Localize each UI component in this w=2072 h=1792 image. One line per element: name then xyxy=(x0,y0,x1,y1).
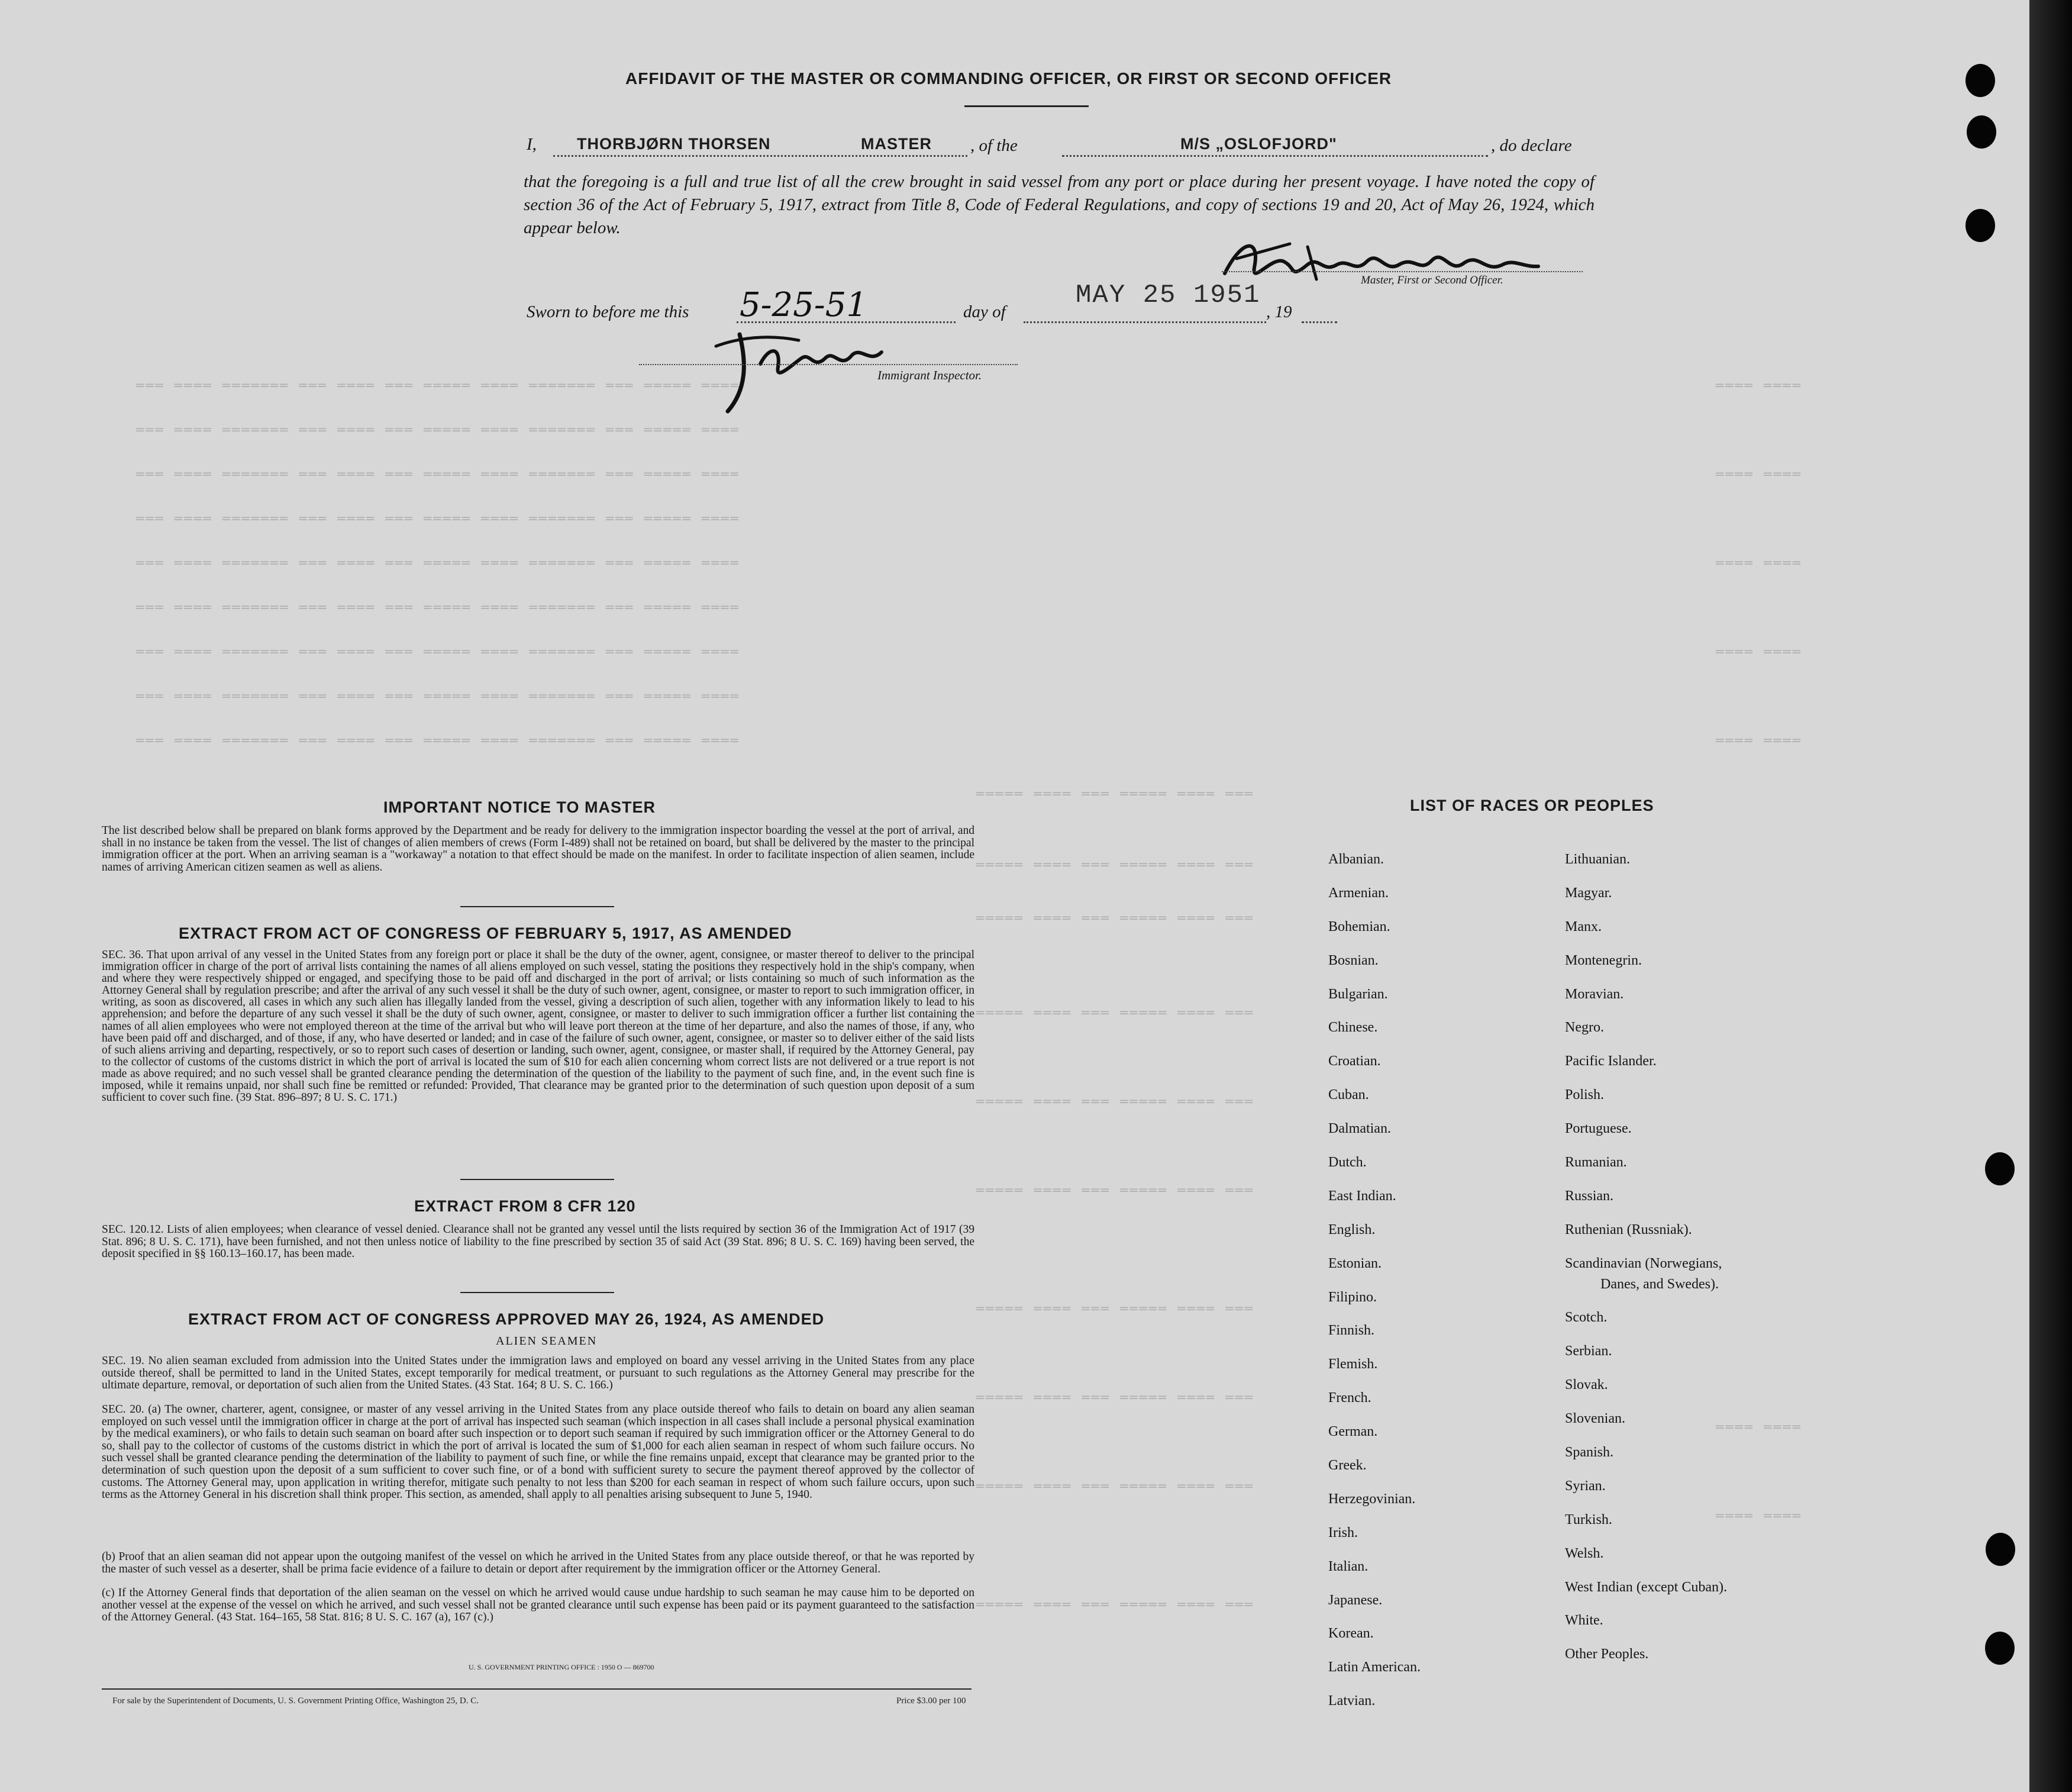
race-item: Scandinavian (Norwegians, xyxy=(1565,1255,1722,1271)
sworn-label: Sworn to before me this xyxy=(527,302,689,321)
divider xyxy=(460,1179,614,1180)
races-title: LIST OF RACES OR PEOPLES xyxy=(1410,797,1654,814)
race-item: Slovenian. xyxy=(1565,1411,1625,1427)
punch-hole xyxy=(1966,64,1995,97)
svg-text:5-25-51: 5-25-51 xyxy=(740,286,867,324)
extract-cfr-title: EXTRACT FROM 8 CFR 120 xyxy=(414,1197,636,1215)
i-label: I, xyxy=(527,135,537,154)
race-item: German. xyxy=(1328,1424,1378,1440)
inspector-signature xyxy=(704,323,905,423)
punch-hole xyxy=(1967,115,1996,149)
master-signature xyxy=(1219,232,1550,297)
punch-hole xyxy=(1986,1533,2015,1566)
race-item: Magyar. xyxy=(1565,885,1612,901)
master-caption: Master, First or Second Officer. xyxy=(1361,274,1503,286)
race-item: Irish. xyxy=(1328,1525,1358,1540)
of-the-label: , of the xyxy=(970,136,1018,155)
extract-1924-sec20c: (c) If the Attorney General finds that deportation of the alien seaman on the vessel on which he arrived would cause undue hardship to such seaman he may cause him to be deported on another vessel at the expense of the vessel on which he arrived, and such vessel shall not be granted clearance until such expense has been paid or its payment guaranteed to the satisfaction of the Attorney General. (43 Stat. 164–165, 58 Stat. 816; 8 U. S. C. 167 (a), 167 (c).) xyxy=(102,1587,974,1624)
race-item: Danes, and Swedes). xyxy=(1600,1276,1719,1292)
races-column-1 xyxy=(1328,843,1421,1718)
sale-note: For sale by the Superintendent of Documents, U. S. Government Printing Office, Washington 25, D. C. xyxy=(112,1696,479,1706)
extract-1924-title: EXTRACT FROM ACT OF CONGRESS APPROVED MAY 26, 1924, AS AMENDED xyxy=(188,1310,825,1328)
extract-cfr-text: SEC. 120.12. Lists of alien employees; when clearance of vessel denied. Clearance shall not be granted any vessel until the lists required by section 36 of the Immigration Act of 1917 (39 Stat. 896; 8 U. S. C. 171), have been furnished, and not then unless notice of liability to the fine prescribed by section 35 of said Act (39 Stat. 896; 8 U. S. C. 169) having been served, the deposit specified in §§ 160.13–160.17, has been made. xyxy=(102,1223,974,1261)
race-item: Dutch. xyxy=(1328,1155,1367,1171)
punch-hole xyxy=(1966,209,1995,242)
master-signature-line xyxy=(1222,271,1583,272)
race-item: Latvian. xyxy=(1328,1693,1376,1709)
race-item: Filipino. xyxy=(1328,1289,1377,1305)
race-item: Negro. xyxy=(1565,1020,1604,1036)
stamp-date-line xyxy=(1024,321,1266,323)
sworn-date-handwritten xyxy=(740,281,917,328)
race-item: Spanish. xyxy=(1565,1445,1614,1461)
divider xyxy=(460,1292,614,1293)
punch-hole xyxy=(1985,1632,2015,1665)
extract-1917-title: EXTRACT FROM ACT OF CONGRESS OF FEBRUARY 5, 1917, AS AMENDED xyxy=(179,924,792,942)
race-item: Bohemian. xyxy=(1328,918,1390,934)
race-item: East Indian. xyxy=(1328,1188,1396,1204)
race-item: French. xyxy=(1328,1390,1371,1406)
race-item: Portuguese. xyxy=(1565,1121,1632,1137)
year-suffix: , 19 xyxy=(1266,302,1292,321)
inspector-caption: Immigrant Inspector. xyxy=(877,368,982,382)
race-item: Greek. xyxy=(1328,1458,1367,1474)
title-rule xyxy=(964,105,1089,107)
race-item: Scotch. xyxy=(1565,1310,1608,1326)
vessel-line xyxy=(1062,155,1488,157)
race-item: Dalmatian. xyxy=(1328,1121,1391,1137)
race-item: Flemish. xyxy=(1328,1356,1378,1372)
race-item: English. xyxy=(1328,1221,1376,1237)
race-item: Slovak. xyxy=(1565,1377,1608,1393)
race-item: Chinese. xyxy=(1328,1020,1378,1036)
footer-rule xyxy=(102,1688,972,1690)
race-item: Turkish. xyxy=(1565,1511,1612,1527)
extract-1924-sec20b: (b) Proof that an alien seaman did not appear upon the outgoing manifest of the vessel on which he arrived in the United States from any place outside thereof, or that he was reported by the master of such vessel as a deserter, shall be prima facie evidence of a failure to detain or deport after requirement by the immigration officer or the Attorney General. xyxy=(102,1551,974,1575)
extract-1924-subtitle: ALIEN SEAMEN xyxy=(496,1335,598,1348)
extract-1924-sec20a: SEC. 20. (a) The owner, charterer, agent, consignee, or master of any vessel arriving in the United States from any place outside thereof who fails to detain on board any alien seaman employed on such vessel until the immigration officer in charge at the port of arrival has inspected such seaman (which inspection in all cases shall include a personal physical examination by the medical examiners), or who fails to detain such seaman on board after such inspection or to deport such seaman if required by such immigration officer or the Attorney General to do so, shall pay to the collector of customs of the customs district in which the port of arrival is located the sum of $1,000 for each alien seaman in respect of whom such failure occurs. No such vessel shall be granted clearance pending the determination of the liability to payment of such fine, or while the fine remains unpaid, except that clearance may be granted prior to the determination of such question upon the deposit of a sum sufficient to cover such fine, or of a bond with sufficient surety to secure the payment thereof approved by the collector of customs. The Attorney General may, upon application in writing therefor, mitigate such penalty to not less than $200 for each seaman in respect of whom such failure occurs, upon such terms as the Attorney General in his discretion shall think proper. This section, as amended, shall apply to all penalties arising subsequent to June 5, 1940. xyxy=(102,1403,974,1501)
stamp-date: MAY 25 1951 xyxy=(1076,281,1261,310)
affidavit-statement: that the foregoing is a full and true list of all the crew brought in said vessel from any port or place during her present voyage. I have noted the copy of section 36 of the Act of February 5, 1917, extract from Title 8, Code of Federal Regulations, and copy of sections 19 and 20, Act of May 26, 1924, which appear below. xyxy=(524,172,1595,237)
day-of-label: day of xyxy=(963,302,1006,321)
notice-text: The list described below shall be prepared on blank forms approved by the Department and be ready for delivery to the immigration inspector boarding the vessel at the port of arrival, and shall in no instance be taken from the vessel. The list of changes of alien members of crews (Form I-489) shall not be retained on board, but shall be delivered by the master to the principal immigration officer at the port. When an arriving seaman is a "workaway" a notation to that effect should be made on the manifest. In order to facilitate inspection of alien seamen, include names of arriving American citizen seamen as well as aliens. xyxy=(102,824,974,874)
race-item: Ruthenian (Russniak). xyxy=(1565,1221,1692,1237)
race-item: Rumanian. xyxy=(1565,1155,1627,1171)
race-item: White. xyxy=(1565,1613,1603,1629)
race-item: Albanian. xyxy=(1328,852,1384,867)
race-item: Other Peoples. xyxy=(1565,1646,1649,1662)
race-item: Lithuanian. xyxy=(1565,852,1630,867)
race-item: West Indian (except Cuban). xyxy=(1565,1579,1727,1595)
race-item: Finnish. xyxy=(1328,1323,1375,1339)
race-item: Herzegovinian. xyxy=(1328,1491,1416,1507)
race-item: Manx. xyxy=(1565,918,1602,934)
extract-1924-sec19: SEC. 19. No alien seaman excluded from admission into the United States under the immigration laws and employed on board any vessel arriving in the United States from any place outside thereof, shall be permitted to land in the United States, except temporarily for medical treatment, or pursuant to such regulations as the Attorney General may prescribe for the ultimate departure, removal, or deportation of such alien from the United States. (43 Stat. 164; 8 U. S. C. 166.) xyxy=(102,1355,974,1392)
notice-title: IMPORTANT NOTICE TO MASTER xyxy=(383,798,656,816)
price-note: Price $3.00 per 100 xyxy=(896,1696,966,1706)
race-item: Korean. xyxy=(1328,1626,1374,1642)
vessel-name: M/S „OSLOFJORD" xyxy=(1180,135,1337,153)
divider xyxy=(460,906,614,907)
race-item: Syrian. xyxy=(1565,1478,1606,1494)
race-item: Welsh. xyxy=(1565,1545,1604,1561)
race-item: Armenian. xyxy=(1328,885,1389,901)
do-declare-label: , do declare xyxy=(1491,136,1572,155)
master-name-line xyxy=(553,155,967,157)
race-item: Japanese. xyxy=(1328,1592,1383,1608)
race-item: Cuban. xyxy=(1328,1087,1369,1103)
inspector-signature-line xyxy=(639,364,1018,365)
race-item: Latin American. xyxy=(1328,1659,1421,1675)
master-name: THORBJØRN THORSEN xyxy=(577,135,771,153)
race-item: Italian. xyxy=(1328,1558,1369,1574)
master-rank: MASTER xyxy=(861,135,932,153)
punch-hole xyxy=(1985,1152,2015,1185)
races-column-2 xyxy=(1565,843,1727,1671)
affidavit-title: AFFIDAVIT OF THE MASTER OR COMMANDING OFFICER, OR FIRST OR SECOND OFFICER xyxy=(625,69,1392,88)
printing-office-note: U. S. GOVERNMENT PRINTING OFFICE : 1950 O — 869700 xyxy=(469,1663,654,1671)
race-item: Montenegrin. xyxy=(1565,952,1642,968)
race-item: Russian. xyxy=(1565,1188,1614,1204)
race-item: Pacific Islander. xyxy=(1565,1053,1657,1069)
race-item: Croatian. xyxy=(1328,1053,1381,1069)
race-item: Bulgarian. xyxy=(1328,986,1388,1002)
race-item: Serbian. xyxy=(1565,1343,1612,1359)
race-item: Moravian. xyxy=(1565,986,1624,1002)
extract-1917-text: SEC. 36. That upon arrival of any vessel in the United States from any foreign port or place it shall be the duty of the owner, agent, consignee, or master thereof to deliver to the principal immigration officer in charge of the port of arrival lists containing the names of all aliens employed on such vessel, stating the positions they respectively hold in the ship's company, when and where they were respectively shipped or engaged, and specifying those to be paid off and discharged in the port of arrival; or lists containing so much of such information as the Attorney General shall by regulation prescribe; and after the arrival of any such vessel it shall be the duty of such owner, agent, consignee, or master to report to such immigration officer, in writing, as soon as discovered, all cases in which any such alien has illegally landed from the vessel, giving a description of such alien, together with any information likely to lead to his apprehension; and before the departure of any such vessel it shall be the duty of such owner, agent, consignee, or master to deliver to such immigration officer a further list containing the names of all alien employees who were not employed thereon at the time of the arrival but who will leave port thereon at the time of her departure, and also the names of those, if any, who have been paid off and discharged, and of those, if any, who have deserted or landed; and in case of the failure of such owner, agent, consignee, or master so to deliver either of the said lists of such aliens arriving and departing, respectively, or so to report such cases of desertion or landing, such owner, agent, consignee, or master shall, if required by the Attorney General, pay to the collector of customs of the customs district in which the port of arrival is located the sum of $10 for each alien concerning whom correct lists are not delivered or a true report is not made as above required; and no such vessel shall be granted clearance pending the determination of the question of the liability to the payment of such fine, and, in the event such fine is imposed, while it remains unpaid, nor shall such fine be remitted or refunded: Provided, That clearance may be granted prior to the determination of such question upon deposit of a sum sufficient to cover such fine. (39 Stat. 896–897; 8 U. S. C. 171.) xyxy=(102,949,974,1104)
race-item: Polish. xyxy=(1565,1087,1605,1103)
race-item: Bosnian. xyxy=(1328,952,1379,968)
year-line xyxy=(1302,321,1337,323)
scan-edge xyxy=(2029,0,2072,1792)
race-item: Estonian. xyxy=(1328,1255,1382,1271)
